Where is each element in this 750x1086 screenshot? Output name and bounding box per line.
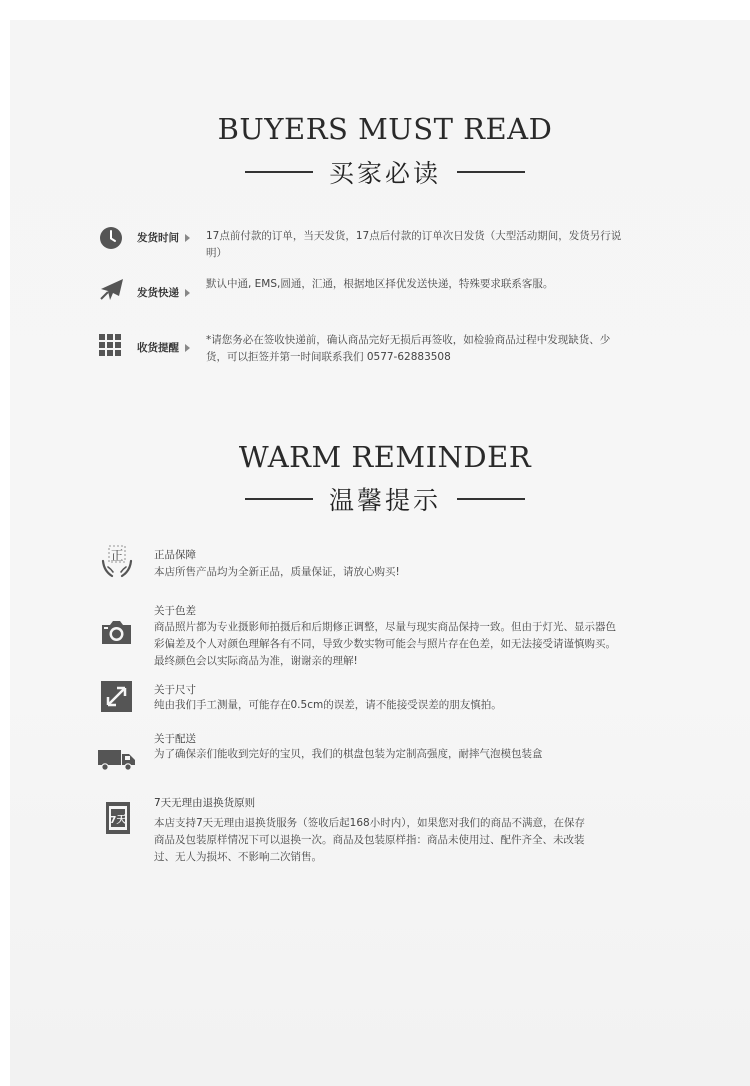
svg-text:正: 正 (110, 549, 124, 564)
section1-title-en: BUYERS MUST READ (217, 112, 553, 146)
reminder-title-authentic: 正品保障 (154, 549, 196, 561)
airplane-icon (99, 278, 125, 302)
label-express: 发货快递 (137, 285, 190, 300)
reminder-text-authentic: 本店所售产品均为全新正品，质量保证，请放心购买! (154, 566, 400, 578)
section2-title-zh-row (245, 479, 525, 519)
reminder-title-delivery: 关于配送 (154, 733, 196, 745)
text-express: 默认中通, EMS,圆通，汇通，根据地区择优发送快递，特殊要求联系客服。 (206, 278, 554, 290)
reminder-title-return: 7天无理由退换货原则 (154, 797, 256, 809)
reminder-text-delivery: 为了确保亲们能收到完好的宝贝，我们的棋盘包装为定制高强度，耐摔气泡模包装盒 (154, 748, 543, 760)
label-shipping-time: 发货时间 (137, 230, 190, 245)
label-receipt: 收货提醒 (137, 340, 190, 355)
truck-icon (98, 749, 136, 771)
authentic-hands-icon (100, 545, 134, 579)
reminder-title-color: 关于色差 (154, 605, 196, 617)
seven-day-icon (106, 802, 130, 834)
svg-text:7天: 7天 (109, 815, 127, 826)
clock-icon (99, 226, 123, 250)
divider-left (245, 171, 313, 173)
reminder-text-color: 商品照片都为专业摄影师拍摄后和后期修正调整，尽量与现实商品保持一致。但由于灯光、显示器色彩偏差及个人对颜色理解各有不同，导致少数实物可能会与照片存在色差，如无法接受请谨慎购买。最终颜色会以实际商品为准，谢谢亲的理解! (154, 621, 616, 667)
divider-left (245, 498, 313, 500)
reminder-text-size: 纯由我们手工测量，可能存在0.5cm的误差，请不能接受误差的朋友慎拍。 (154, 699, 502, 711)
text-shipping-time: 17点前付款的订单，当天发货，17点后付款的订单次日发货（大型活动期间，发货另行说明） (206, 230, 622, 259)
section1-title-zh: 买家必读 (328, 159, 441, 188)
section2-title-zh: 温馨提示 (328, 486, 441, 515)
camera-icon (100, 619, 133, 645)
grid-icon (99, 334, 121, 356)
resize-arrow-icon (101, 681, 132, 712)
section1-title-zh-row (245, 152, 525, 192)
text-receipt: *请您务必在签收快递前，确认商品完好无损后再签收，如检验商品过程中发现缺货、少货，可以拒签并第一时间联系我们 0577-62883508 (206, 334, 611, 363)
section2-title-en: WARM REMINDER (238, 440, 532, 474)
reminder-title-size: 关于尺寸 (154, 684, 196, 696)
divider-right (457, 498, 525, 500)
reminder-text-return: 本店支持7天无理由退换货服务（签收后起168小时内），如果您对我们的商品不满意，在保存商品及包装原样情况下可以退换一次。商品及包装原样指：商品未使用过、配件齐全、未改装过、无人为损坏、不影响二次销售。 (154, 817, 585, 863)
divider-right (457, 171, 525, 173)
